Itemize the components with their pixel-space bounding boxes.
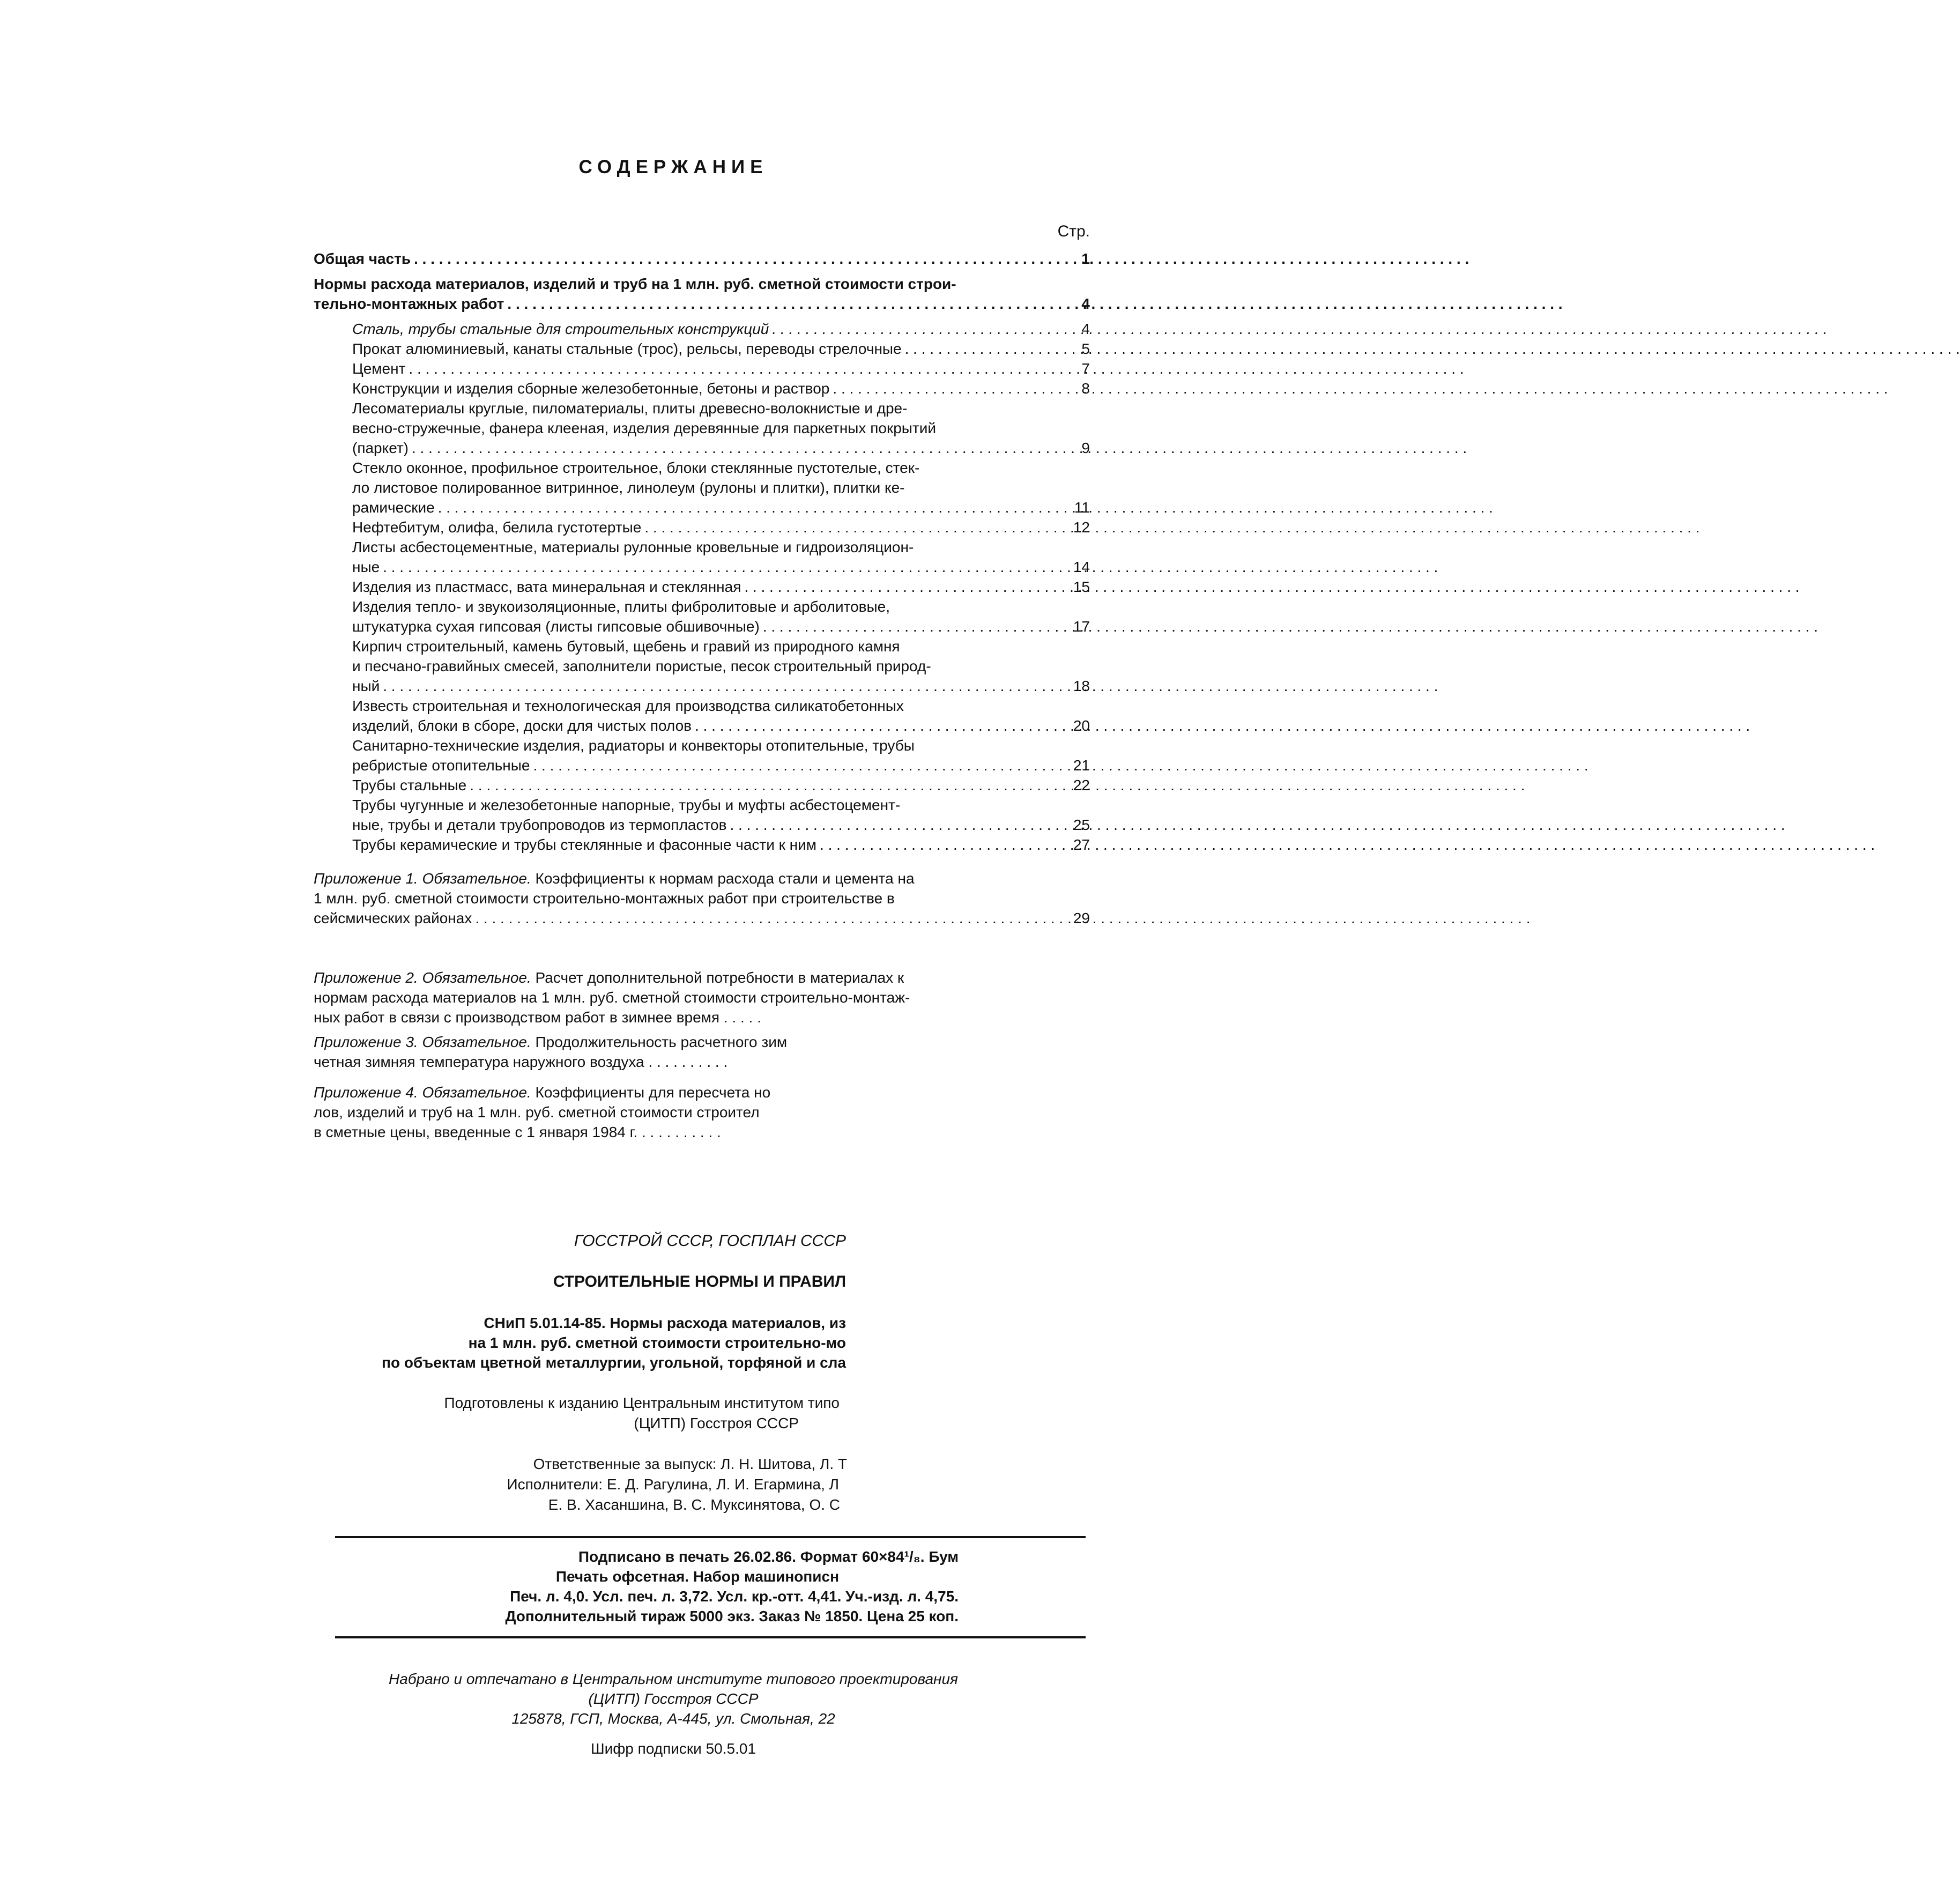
imprint-doc-line: по объектам цветной металлургии, угольной, торфяной и сла xyxy=(382,1354,846,1371)
appendix-text: Коэффициенты к нормам расхода стали и цемента на 1 млн. руб. сметной стоимости строительно-монтажных работ при строительстве в сейсмических районах xyxy=(314,870,915,926)
toc-entry-text: Трубы чугунные и железобетонные напорные, трубы и муфты асбестоцемент- ные, трубы и детали трубопроводов из термопластов . . . xyxy=(352,795,1052,835)
toc-entry[interactable] xyxy=(314,339,1090,359)
print-details-line: Печать офсетная. Набор машинописн xyxy=(555,1568,839,1585)
footer-printer: (ЦИТП) Госстроя СССР xyxy=(588,1690,759,1707)
toc-entry[interactable] xyxy=(314,379,1090,398)
toc-entry-page: 14 xyxy=(1073,559,1090,575)
toc-entry[interactable] xyxy=(314,577,1090,597)
toc-entry-page: 1 xyxy=(1081,250,1090,267)
toc-entry[interactable] xyxy=(314,696,1090,736)
toc-entry-text: Стекло оконное, профильное строительное, блоки стеклянные пустотелые, стек- ло листовое полированное витринное, линолеум (рулоны и плитки), плитки ке- рамические . . . xyxy=(352,458,1052,517)
print-details-line: Печ. л. 4,0. Усл. печ. л. 3,72. Усл. кр.-отт. 4,41. Уч.-изд. л. 4,75. xyxy=(510,1588,959,1605)
toc-entry-page: 12 xyxy=(1073,519,1090,536)
toc-entry-text: Конструкции и изделия сборные железобетонные, бетоны и раствор . . . xyxy=(352,379,1052,398)
toc-entry-text: Цемент . . . xyxy=(352,359,1052,379)
toc-appendix-1[interactable] xyxy=(314,869,1090,928)
table-of-contents xyxy=(314,220,1090,928)
appendix-text: Продолжительность расчетного зим четная зимняя температура наружного воздуха . . . . . . . . . . xyxy=(314,1034,788,1070)
imprint-doc-line: СНиП 5.01.14-85. Нормы расхода материалов, из xyxy=(484,1315,846,1331)
toc-appendix-4[interactable] xyxy=(314,1063,856,1140)
toc-entry-page: 18 xyxy=(1073,678,1090,694)
toc-entry-page: 27 xyxy=(1073,836,1090,853)
toc-entry-text: Общая часть . . . xyxy=(314,249,1052,269)
imprint-executors: Исполнители: Е. Д. Рагулина, Л. И. Егармина, Л xyxy=(507,1476,839,1493)
toc-entry-text: Изделия из пластмасс, вата минеральная и стеклянная . . . xyxy=(352,577,1052,597)
footer-address: 125878, ГСП, Москва, А-445, ул. Смольная, 22 xyxy=(511,1710,835,1727)
imprint-agency: ГОССТРОЙ СССР, ГОСПЛАН СССР xyxy=(574,1232,846,1250)
imprint-series: СТРОИТЕЛЬНЫЕ НОРМЫ И ПРАВИЛ xyxy=(553,1273,846,1290)
toc-entry-page: 20 xyxy=(1073,717,1090,734)
toc-entry[interactable] xyxy=(314,458,1090,517)
toc-entry-page: 15 xyxy=(1073,578,1090,595)
toc-entry[interactable] xyxy=(314,359,1090,379)
imprint-prepared: Подготовлены к изданию Центральным институтом типо xyxy=(444,1394,840,1411)
toc-entry-page: 9 xyxy=(1081,440,1090,456)
imprint-prepared: (ЦИТП) Госстроя СССР xyxy=(634,1415,799,1431)
toc-entry-page: 4 xyxy=(1081,321,1090,337)
toc-entry-text: Лесоматериалы круглые, пиломатериалы, плиты древесно-волокнистые и дре- весно-стружечные, фанера клееная, изделия деревянные для паркетных покрытий (паркет) . . . xyxy=(352,398,1052,458)
toc-entry[interactable] xyxy=(314,835,1090,855)
toc-entry-text: Прокат алюминиевый, канаты стальные (трос), рельсы, переводы стрелочные . . . xyxy=(352,339,1052,359)
toc-entry-page: 7 xyxy=(1081,360,1090,377)
appendix-label: Приложение 1. Обязательное. xyxy=(314,870,531,887)
toc-entry-page: 29 xyxy=(1073,910,1090,926)
toc-entry-text: Изделия тепло- и звукоизоляционные, плиты фибролитовые и арболитовые, штукатурка сухая гипсовая (листы гипсовые обшивочные) . . . xyxy=(352,597,1052,636)
toc-entry-text: Листы асбестоцементные, материалы рулонные кровельные и гидроизоляцион- ные . . . xyxy=(352,537,1052,577)
toc-entry-text: Сталь, трубы стальные для строительных конструкций . . . xyxy=(352,319,1052,339)
toc-entry-text: Трубы керамические и трубы стеклянные и фасонные части к ним . . . xyxy=(352,835,1052,855)
toc-entry-text xyxy=(314,869,1052,928)
footer-printer: Набрано и отпечатано в Центральном институте типового проектирования xyxy=(389,1671,958,1687)
toc-entry[interactable] xyxy=(314,249,1090,269)
toc-entry[interactable] xyxy=(314,537,1090,577)
divider-rule xyxy=(335,1536,1086,1538)
toc-entry[interactable] xyxy=(314,636,1090,696)
toc-appendix-2[interactable] xyxy=(314,948,1042,1026)
toc-entry-text: Санитарно-технические изделия, радиаторы и конвекторы отопительные, трубы ребристые отопительные . . . xyxy=(352,736,1052,775)
page-title: СОДЕРЖАНИЕ xyxy=(578,157,768,177)
appendix-label: Приложение 3. Обязательное. xyxy=(314,1034,531,1050)
page-column-label: Стр. xyxy=(1057,222,1090,240)
toc-entry-text: Кирпич строительный, камень бутовый, щебень и гравий из природного камня и песчано-гравийных смесей, заполнители пористые, песок строительный природ- ный . . . xyxy=(352,636,1052,696)
appendix-label: Приложение 2. Обязательное. xyxy=(314,969,531,986)
toc-entry[interactable] xyxy=(314,398,1090,458)
toc-entry[interactable] xyxy=(314,597,1090,636)
toc-entry[interactable] xyxy=(314,736,1090,775)
footer-subscription-code: Шифр подписки 50.5.01 xyxy=(590,1740,756,1757)
toc-entry[interactable] xyxy=(314,775,1090,795)
print-details-line: Дополнительный тираж 5000 экз. Заказ № 1850. Цена 25 коп. xyxy=(505,1608,959,1624)
toc-entry-page: 17 xyxy=(1073,618,1090,635)
toc-entry-page: 21 xyxy=(1073,757,1090,774)
imprint-responsible-text: Ответственные за выпуск: Л. Н. Шитова, Л. Т xyxy=(533,1456,847,1472)
appendix-text: Коэффициенты для пересчета но лов, изделий и труб на 1 млн. руб. сметной стоимости строител в сметные цены, введенные с 1 января 1984 г. . . . . . . . . . . xyxy=(314,1084,771,1140)
imprint-doc-line: на 1 млн. руб. сметной стоимости строительно-мо xyxy=(468,1334,846,1351)
toc-entry-page: 4 xyxy=(1081,295,1090,312)
toc-entry-text: Нефтебитум, олифа, белила густотертые . . . xyxy=(352,517,1052,537)
toc-entry[interactable] xyxy=(314,319,1090,339)
appendix-text: Расчет дополнительной потребности в материалах к нормам расхода материалов на 1 млн. руб. сметной стоимости строительно-монтаж- ных работ в связи с производством работ в зимнее время . . . . . xyxy=(314,969,910,1026)
toc-appendix-3[interactable] xyxy=(314,1012,874,1070)
imprint-responsible xyxy=(322,1454,847,1474)
toc-entry[interactable] xyxy=(314,795,1090,835)
toc-entry-page: 5 xyxy=(1081,340,1090,357)
toc-entry-text: Известь строительная и технологическая для производства силикатобетонных изделий, блоки в сборе, доски для чистых полов . . . xyxy=(352,696,1052,736)
divider-rule xyxy=(335,1636,1086,1638)
toc-entry[interactable] xyxy=(314,517,1090,537)
appendix-label: Приложение 4. Обязательное. xyxy=(314,1084,531,1101)
imprint-executors: Е. В. Хасаншина, В. С. Муксинятова, О. С xyxy=(548,1496,840,1513)
print-details-line: Подписано в печать 26.02.86. Формат 60×84¹/₈. Бум xyxy=(578,1548,959,1565)
toc-entry[interactable] xyxy=(314,274,1090,314)
toc-entry-page: 25 xyxy=(1073,817,1090,833)
toc-entry-page: 11 xyxy=(1074,499,1090,516)
toc-entry-text: Трубы стальные . . . xyxy=(352,775,1052,795)
toc-entry-page: 22 xyxy=(1073,777,1090,793)
toc-entry-text: Нормы расхода материалов, изделий и труб на 1 млн. руб. сметной стоимости строи- тельно-монтажных работ . . . xyxy=(314,274,1052,314)
toc-entry-page: 8 xyxy=(1081,380,1090,397)
